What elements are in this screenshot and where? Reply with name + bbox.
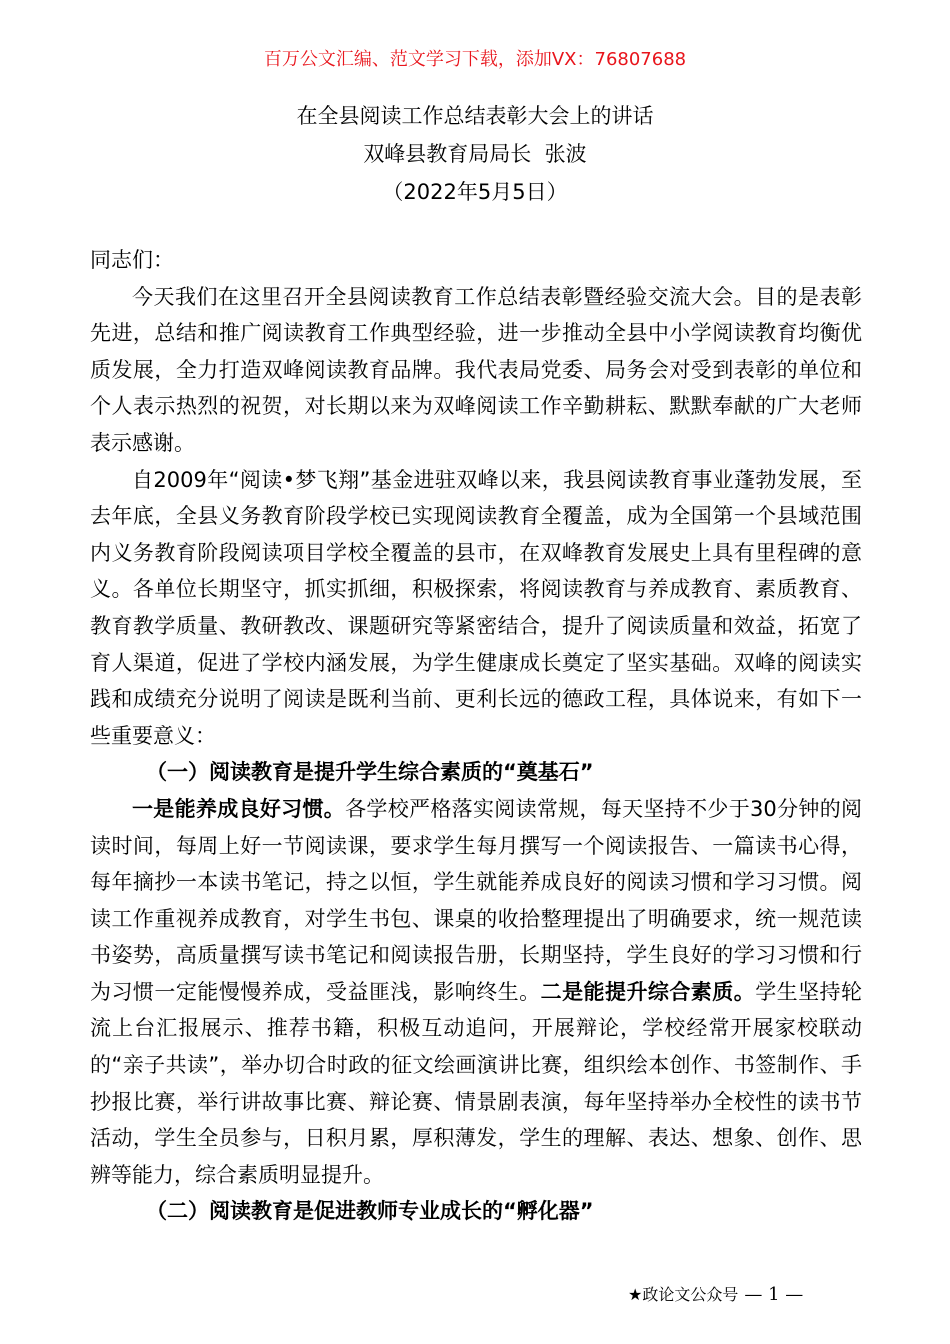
speech-body [90,242,862,1230]
page-title: 在全县阅读工作总结表彰大会上的讲话 [296,104,654,128]
footer-source: ★政论文公众号 [628,1285,739,1304]
paragraph-student-quality [90,791,862,1194]
salutation: 同志们： [90,248,174,272]
section-heading-1: （一）阅读教育是提升学生综合素质的“奠基石” [146,760,594,785]
paragraph-intro: 今天我们在这里召开全县阅读教育工作总结表彰暨经验交流大会。目的是表彰先进，总结和推广阅读教育工作典型经验，进一步推动全县中小学阅读教育均衡优质发展，全力打造双峰阅读教育品牌。我代表局党委、局务会对受到表彰的单位和个人表示热烈的祝贺，对长期以来为双峰阅读工作辛勤耕耘、默默奉献的广大老师表示感谢。 [90,284,862,455]
title-block [0,97,950,211]
author-line: 双峰县教育局局长 张波 [363,142,587,166]
point-text-1: 各学校严格落实阅读常规，每天坚持不少于30分钟的阅读时间，每周上好一节阅读课，要求学生每月撰写一个阅读报告、一篇读书心得，每年摘抄一本读书笔记，持之以恒，学生就能养成良好的阅读习惯和学习习惯。阅读工作重视养成教育，对学生书包、课桌的收拾整理提出了明确要求，统一规范读书姿势，高质量撰写读书笔记和阅读报告册，长期坚持，学生良好的学习习惯和行为习惯一定能慢慢养成，受益匪浅，影响终生。 [90,796,862,1004]
page-number: — 1 — [744,1284,804,1305]
page-footer [628,1283,803,1307]
paragraph-background: 自2009年“阅读•梦飞翔”基金进驻双峰以来，我县阅读教育事业蓬勃发展，至去年底，全县义务教育阶段学校已实现阅读教育全覆盖，成为全国第一个县域范围内义务教育阶段阅读项目学校全覆盖的县市，在双峰教育发展史上具有里程碑的意义。各单位长期坚守，抓实抓细，积极探索，将阅读教育与养成教育、素质教育、教育教学质量、教研教改、课题研究等紧密结合，提升了阅读质量和效益，拓宽了育人渠道，促进了学校内涵发展，为学生健康成长奠定了坚实基础。双峰的阅读实践和成绩充分说明了阅读是既利当前、更利长远的德政工程，具体说来，有如下一些重要意义： [90,467,862,748]
date-line: （2022年5月5日） [382,180,568,204]
point-lead-1: 一是能养成良好习惯。 [132,796,346,821]
download-banner: 百万公文汇编、范文学习下载，添加VX：76807688 [263,49,687,70]
section-heading-2: （二）阅读教育是促进教师专业成长的“孵化器” [146,1199,594,1224]
point-lead-2: 二是能提升综合素质。 [540,979,756,1004]
point-text-2: 学生坚持轮流上台汇报展示、推荐书籍，积极互动追问，开展辩论，学校经常开展家校联动的“亲子共读”，举办切合时政的征文绘画演讲比赛，组织绘本创作、书签制作、手抄报比赛，举行讲故事比赛、辩论赛、情景剧表演，每年坚持举办全校性的读书节活动，学生全员参与，日积月累，厚积薄发，学生的理解、表达、想象、创作、思辨等能力，综合素质明显提升。 [90,979,863,1187]
